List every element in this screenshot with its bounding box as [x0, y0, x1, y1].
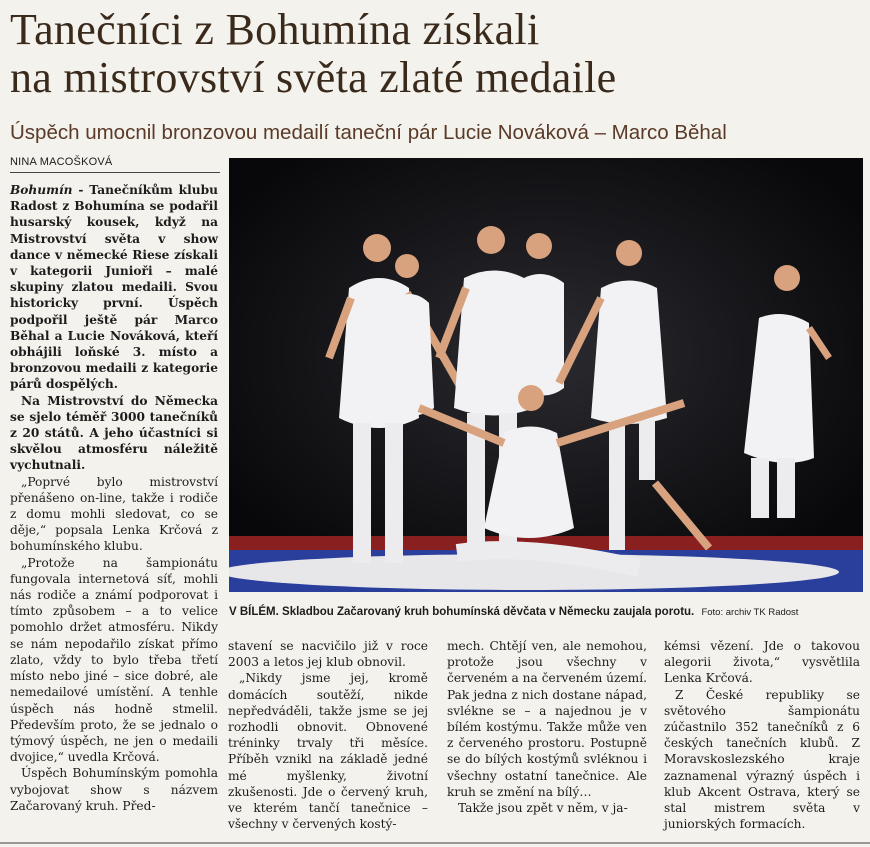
caption-lead: V BÍLÉM. [229, 606, 279, 618]
paragraph-czech-results: Z České republiky se světového šampionátu zúčastnilo 352 tanečníků z 6 českých tanečních klubů. Z Moravskoslezského kraje zaznamenal výrazný úspěch i klub Akcent Ostrava, který se stal mistrem světa v juniorských formacích. [664, 687, 860, 832]
dancers-photo [229, 158, 863, 592]
article-column-3 [447, 638, 647, 816]
headline [10, 6, 860, 102]
paragraph-continued: mech. Chtějí ven, ale nemohou, protože jsou všechny v červeném a na červeném území. Pak jedna z nich dostane nápad, svlékne se – a najednou je v bílém kostýmu. Takže může ven z červeného prostoru. Postupně se do bílých kostýmů svléknou i všechny ostatní tanečnice. Ale kruh se změní na bílý… [447, 639, 647, 799]
dateline: Bohumín [10, 183, 73, 197]
paragraph-show: Úspěch Bohumínským pomohla vybojovat show s názvem Začarovaný kruh. Před- [10, 766, 218, 813]
photo-caption [229, 606, 863, 618]
subheadline: Úspěch umocnil bronzovou medailí taneční pár Lucie Nováková – Marco Běhal [10, 121, 727, 144]
headline-line-2: na mistrovství světa zlaté medaile [10, 53, 617, 102]
byline-rule [10, 172, 220, 173]
paragraph-participants: Na Mistrovství do Německa se sjelo téměř 3000 tanečníků z 20 států. A jeho účastníci si skvělou atmosféru náležitě vychutnali. [10, 393, 218, 473]
paragraph-lead [10, 182, 218, 393]
photo-credit: Foto: archiv TK Radost [701, 607, 799, 618]
paragraph-continued: kémsi vězení. Jde o takovou alegorii života,“ vysvětlila Lenka Krčová. [664, 639, 860, 686]
headline-line-1: Tanečníci z Bohumína získali [10, 5, 540, 54]
paragraph-online: „Poprvé bylo mistrovství přenášeno on-line, takže i rodiče z domu mohli sledovat, co se děje,“ popsala Lenka Krčová z bohumínského klubu. [10, 474, 218, 554]
dancers-illustration [229, 158, 863, 592]
article-column-4 [664, 638, 860, 832]
paragraph-story: „Nikdy jsme jej, kromě domácích soutěží, nikde nepředváděli, takže jsme se jej rozhodli obnovit. Obnovené tréninky trvaly tři měsíce. Příběh vznikl na základě jedné mé myšlenky, životní zkušenosti. Jde o červený kruh, ve kterém tančí tanečnice – všechny v červených kostý- [228, 671, 428, 832]
paragraph-quote: „Protože na šampionátu fungovala internetová síť, mohli nás rodiče a známí podporovat i tímto způsobem – a to velice pomohlo držet atmosféru. Nikdy se nám nepodařilo získat přímo zlato, vždy to bylo třeba třetí místo nebo jiné – sice dobré, ale nemedailové umístění. A tenhle úspěch nás hodně stmelil. Především proto, že se jednalo o týmový úspěch, ne jen o medaili dvojice,“ uvedla Krčová. [10, 555, 218, 765]
author-byline: NINA MACOŠKOVÁ [10, 156, 113, 168]
article-column-1 [10, 182, 218, 814]
caption-text: Skladbou Začarovaný kruh bohumínská děvčata v Německu zaujala porotu. [278, 606, 695, 618]
paragraph-ending: Takže jsou zpět v něm, v ja- [458, 801, 628, 816]
paragraph-continued: stavení se nacvičilo již v roce 2003 a letos jej klub obnovil. [228, 639, 428, 670]
article-column-2 [228, 638, 428, 832]
bottom-rule [0, 842, 870, 844]
lead-text: - Tanečníkům klubu Radost z Bohumína se podařil husarský kousek, když na Mistrovství světa v show dance v německé Riese získali v kategorii Junioři – malé skupiny zlatou medaili. Svou historicky první. Úspěch podpořil ještě pár Marco Běhal a Lucie Nováková, kteří obhájili loňské 3. místo a bronzovou medaili z kategorie párů dospělých. [10, 183, 218, 392]
